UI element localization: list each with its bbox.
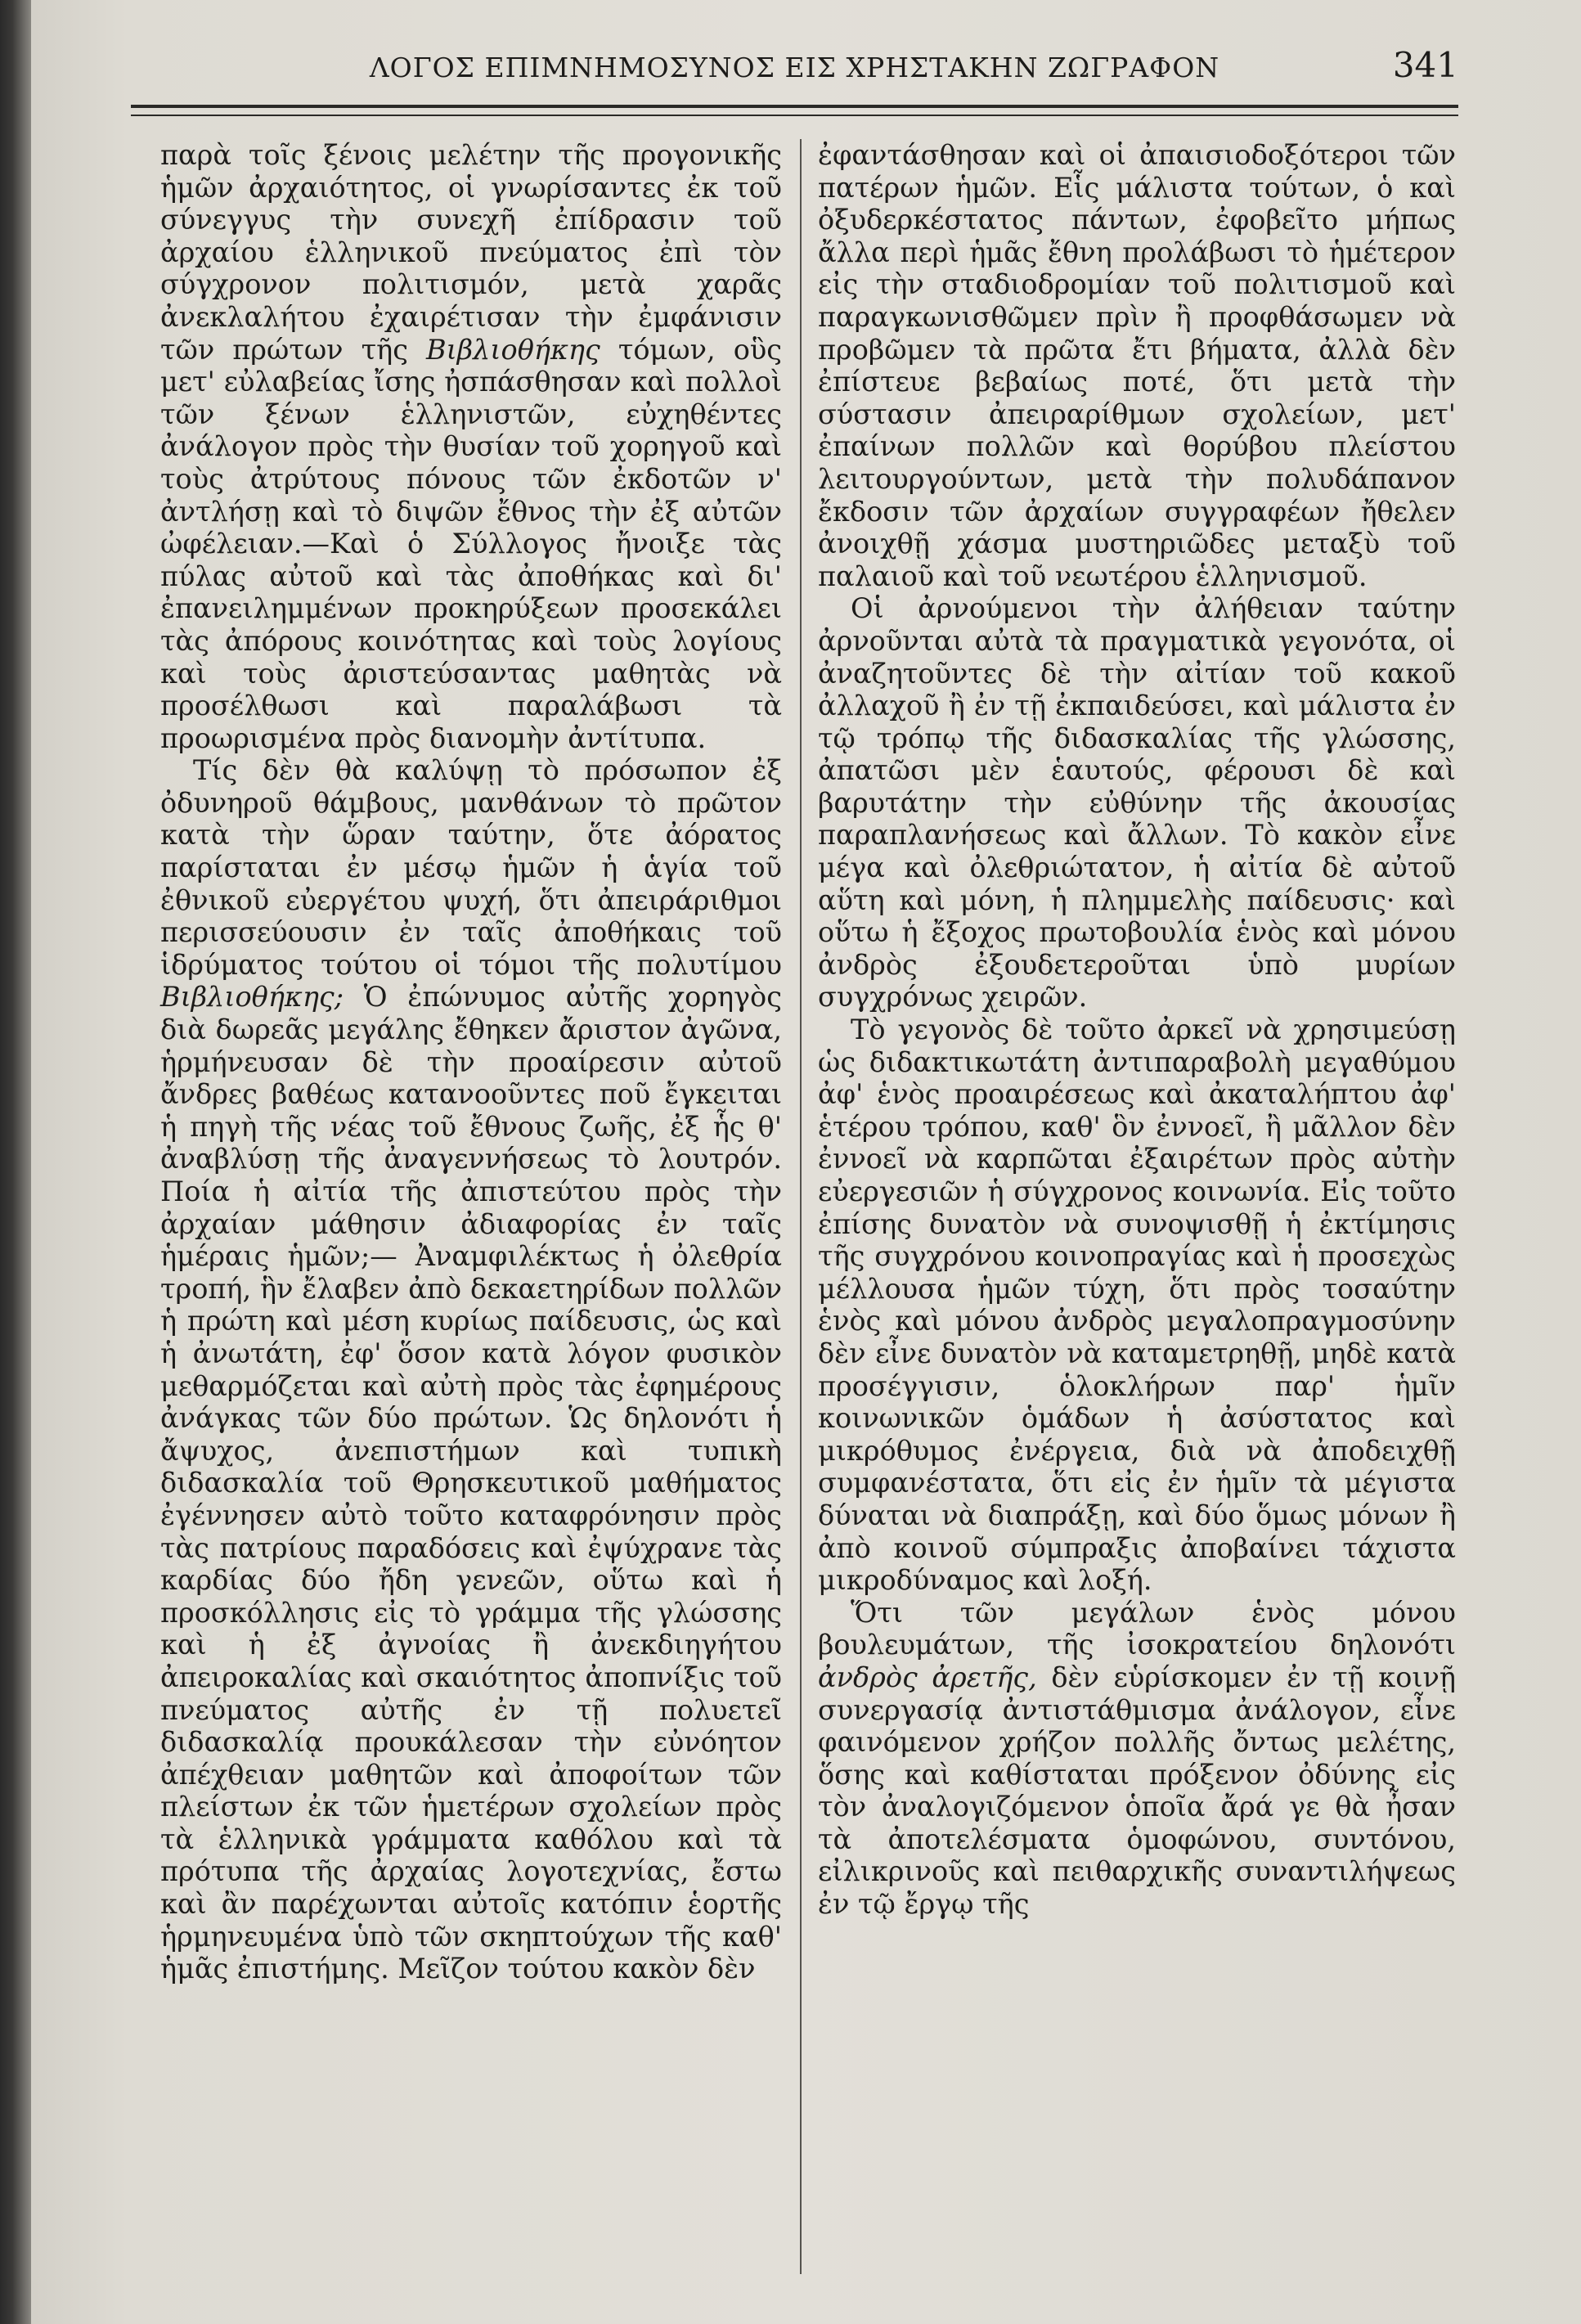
left-column xyxy=(160,139,782,2282)
left-p1-text: παρὰ τοῖς ξένοις μελέτην τῆς προγονικῆς ἡμῶν ἀρχαιότητος, οἱ γνωρίσαντες ἐκ τοῦ σύνεγγυς τὴν συνεχῆ ἐπίδρασιν τοῦ ἀρχαίου ἑλληνικοῦ πνεύματος ἐπὶ τὸν σύγχρονον πολιτισμόν, μετὰ χαρᾶς ἀνεκλαλήτου ἐχαιρέτισαν τὴν ἐμφάνισιν τῶν πρώτων τῆς xyxy=(160,139,782,366)
right-p4-text: Ὅτι τῶν μεγάλων ἑνὸς μόνου βουλευμάτων, τῆς ἰσοκρατείου δηλονότι xyxy=(818,1596,1456,1661)
left-p2-text: Τίς δὲν θὰ καλύψῃ τὸ πρόσωπον ἐξ ὀδυνηροῦ θάμβους, μανθάνων τὸ πρῶτον κατὰ τὴν ὥραν ταύτην, ὅτε ἀόρατος παρίσταται ἐν μέσῳ ἡμῶν ἡ ἁγία τοῦ ἐθνικοῦ εὐεργέτου ψυχή, ὅτι ἀπειράριθμοι περισσεύουσιν ἐν ταῖς ἀποθήκαις τοῦ ἱδρύματος τούτου οἱ τόμοι τῆς πολυτίμου xyxy=(160,754,782,981)
left-paragraph-2 xyxy=(160,754,782,1985)
left-p1-rest: τόμων, οὓς μετ' εὐλαβείας ἴσης ἠσπάσθησαν καὶ πολλοὶ τῶν ξένων ἑλληνιστῶν, εὐχηθέντες ἀνάλογον πρὸς τὴν θυσίαν τοῦ χορηγοῦ καὶ τοὺς ἀτρύτους πόνους τῶν ἐκδοτῶν ν' ἀντλήσῃ καὶ τὸ διψῶν ἔθνος τὴν ἐξ αὐτῶν ὠφέλειαν.—Καὶ ὁ Σύλλογος ἤνοιξε τὰς πύλας αὐτοῦ καὶ τὰς ἀποθήκας καὶ δι' ἐπανειλημμένων προκηρύξεων προσεκάλει τὰς ἀπόρους κοινότητας καὶ τοὺς λογίους καὶ τοὺς ἀριστεύσαντας μαθητὰς νὰ προσέλθωσι καὶ παραλάβωσι τὰ προωρισμένα πρὸς διανομὴν ἀντίτυπα. xyxy=(160,333,782,754)
header-rule-thick xyxy=(131,105,1458,108)
page-header xyxy=(131,45,1458,94)
right-p4-rest: δὲν εὑρίσκομεν ἐν τῇ κοινῇ συνεργασίᾳ ἀντιστάθμισμα ἀνάλογον, εἶνε φαινόμενον χρήζον πολλῆς ὄντως μελέτης, ὅσης καὶ καθίσταται πρόξενον ὀδύνης εἰς τὸν ἀναλογιζόμενον ὁποῖα ἄρά γε θὰ ἦσαν τὰ ἀποτελέσματα ὁμοφώνου, συντόνου, εἰλικρινοῦς καὶ πειθαρχικῆς συναντιλήψεως ἐν τῷ ἔργῳ τῆς xyxy=(818,1661,1456,1921)
left-p2-italic: Βιβλιοθήκης; xyxy=(160,981,344,1014)
left-p1-italic: Βιβλιοθήκης xyxy=(426,333,600,366)
book-binding-edge xyxy=(0,0,31,2324)
right-paragraph-1: ἐφαντάσθησαν καὶ οἱ ἀπαισιοδοξότεροι τῶν πατέρων ἡμῶν. Εἷς μάλιστα τούτων, ὁ καὶ ὀξυδερκέστατος πάντων, ἐφοβεῖτο μήπως ἄλλα περὶ ἡμᾶς ἔθνη προλάβωσι τὸ ἡμέτερον εἰς τὴν σταδιοδρομίαν τοῦ πολιτισμοῦ καὶ παραγκωνισθῶμεν πρὶν ἢ προφθάσωμεν νὰ προβῶμεν τὰ πρῶτα ἔτι βήματα, ἀλλὰ δὲν ἐπίστευε βεβαίως ποτέ, ὅτι μετὰ τὴν σύστασιν ἀπειραρίθμων σχολείων, μετ' ἐπαίνων πολλῶν καὶ θορύβου πλείστου λειτουργούντων, μετὰ τὴν πολυδάπανον ἔκδοσιν τῶν ἀρχαίων συγγραφέων ἤθελεν ἀνοιχθῇ χάσμα μυστηριῶδες μεταξὺ τοῦ παλαιοῦ καὶ τοῦ νεωτέρου ἑλληνισμοῦ. xyxy=(818,139,1456,592)
right-paragraph-2: Οἱ ἀρνούμενοι τὴν ἀλήθειαν ταύτην ἀρνοῦνται αὐτὰ τὰ πραγματικὰ γεγονότα, οἱ ἀναζητοῦντες δὲ τὴν αἰτίαν τοῦ κακοῦ ἀλλαχοῦ ἢ ἐν τῇ ἐκπαιδεύσει, καὶ μάλιστα ἐν τῷ τρόπῳ τῆς διδασκαλίας τῆς γλώσσης, ἀπατῶσι μὲν ἑαυτούς, φέρουσι δὲ καὶ βαρυτάτην τὴν εὐθύνην τῆς ἀκουσίας παραπλανήσεως καὶ ἄλλων. Τὸ κακὸν εἶνε μέγα καὶ ὀλεθριώτατον, ἡ αἰτία δὲ αὐτοῦ αὕτη καὶ μόνη, ἡ πλημμελὴς παίδευσις· καὶ οὕτω ἡ ἔξοχος πρωτοβουλία ἑνὸς καὶ μόνου ἀνδρὸς ἐξουδετεροῦται ὑπὸ μυρίων συγχρόνως χειρῶν. xyxy=(818,592,1456,1014)
right-paragraph-3: Τὸ γεγονὸς δὲ τοῦτο ἀρκεῖ νὰ χρησιμεύσῃ ὡς διδακτικωτάτη ἀντιπαραβολὴ μεγαθύμου ἀφ' ἑνὸς προαιρέσεως καὶ ἀκαταλήπτου ἀφ' ἑτέρου τρόπου, καθ' ὃν ἐννοεῖ, ἢ μᾶλλον δὲν ἐννοεῖ νὰ καρπῶται ἐξαιρέτων πρὸς αὐτὴν εὐεργεσιῶν ἡ σύγχρονος κοινωνία. Εἰς τοῦτο ἐπίσης δυνατὸν νὰ συνοψισθῇ ἡ ἐκτίμησις τῆς συγχρόνου κοινοπραγίας καὶ ἡ προσεχὼς μέλλουσα ἡμῶν τύχη, ὅτι πρὸς τοσαύτην ἑνὸς καὶ μόνου ἀνδρὸς μεγαλοπραγμοσύνην δὲν εἶνε δυνατὸν νὰ καταμετρηθῇ, μηδὲ κατὰ προσέγγισιν, ὁλοκλήρων παρ' ἡμῖν κοινωνικῶν ὁμάδων ἡ ἀσύστατος καὶ μικρόθυμος ἐνέργεια, διὰ νὰ ἀποδειχθῇ συμφανέστατα, ὅτι εἰς ἐν ἡμῖν τὰ μέγιστα δύναται νὰ διαπράξῃ, καὶ δύο ὅμως μόνων ἢ ἀπὸ κοινοῦ σύμπραξις ἀποβαίνει τάχιστα μικροδύναμος καὶ λοξή. xyxy=(818,1014,1456,1597)
right-column xyxy=(818,139,1456,2282)
right-p4-italic: ἀνδρὸς ἀρετῆς, xyxy=(818,1661,1037,1693)
column-divider xyxy=(800,139,802,2274)
right-paragraph-4 xyxy=(818,1597,1456,1921)
running-title: ΛΟΓΟΣ ΕΠΙΜΝΗΜΟΣΥΝΟΣ ΕΙΣ ΧΡΗΣΤΑΚΗΝ ΖΩΓΡΑΦΟΝ xyxy=(369,52,1220,83)
left-paragraph-1 xyxy=(160,139,782,754)
page-number: 341 xyxy=(1392,45,1458,85)
left-p2-rest: Ὁ ἐπώνυμος αὐτῆς χορηγὸς διὰ δωρεᾶς μεγάλης ἔθηκεν ἄριστον ἀγῶνα, ἡρμήνευσαν δὲ τὴν προαίρεσιν αὐτοῦ ἄνδρες βαθέως κατανοοῦντες ποῦ ἔγκειται ἡ πηγὴ τῆς νέας τοῦ ἔθνους ζωῆς, ἐξ ἧς θ' ἀναβλύσῃ τῆς ἀναγεννήσεως τὸ λουτρόν. Ποία ἡ αἰτία τῆς ἀπιστεύτου πρὸς τὴν ἀρχαίαν μάθησιν ἀδιαφορίας ἐν ταῖς ἡμέραις ἡμῶν;— Ἀναμφιλέκτως ἡ ὀλεθρία τροπή, ἣν ἔλαβεν ἀπὸ δεκαετηρίδων πολλῶν ἡ πρώτη καὶ μέση κυρίως παίδευσις, ὡς καὶ ἡ ἀνωτάτη, ἐφ' ὅσον κατὰ λόγον φυσικὸν μεθαρμόζεται καὶ αὐτὴ πρὸς τὰς ἐφημέρους ἀνάγκας τῶν δύο πρώτων. Ὡς δηλονότι ἡ ἄψυχος, ἀνεπιστήμων καὶ τυπικὴ διδασκαλία τοῦ Θρησκευτικοῦ μαθήματος ἐγέννησεν αὐτὸ τοῦτο καταφρόνησιν πρὸς τὰς πατρίους παραδόσεις καὶ ἐψύχρανε τὰς καρδίας δύο ἤδη γενεῶν, οὕτω καὶ ἡ προσκόλλησις εἰς τὸ γράμμα τῆς γλώσσης καὶ ἡ ἐξ ἀγνοίας ἢ ἀνεκδιηγήτου ἀπειροκαλίας καὶ σκαιότητος ἀποπνίξις τοῦ πνεύματος αὐτῆς ἐν τῇ πολυετεῖ διδασκαλίᾳ προυκάλεσαν τὴν εὐνόητον ἀπέχθειαν μαθητῶν καὶ ἀποφοίτων τῶν πλείστων ἐκ τῶν ἡμετέρων σχολείων πρὸς τὰ ἑλληνικὰ γράμματα καθόλου καὶ τὰ πρότυπα τῆς ἀρχαίας λογοτεχνίας, ἔστω καὶ ἂν παρέχωνται αὐτοῖς κατόπιν ἑορτῆς ἡρμηνευμένα ὑπὸ τῶν σκηπτούχων τῆς καθ' ἡμᾶς ἐπιστήμης. Μεῖζον τούτου κακὸν δὲν xyxy=(160,981,782,1985)
header-rule-thin xyxy=(131,115,1458,116)
